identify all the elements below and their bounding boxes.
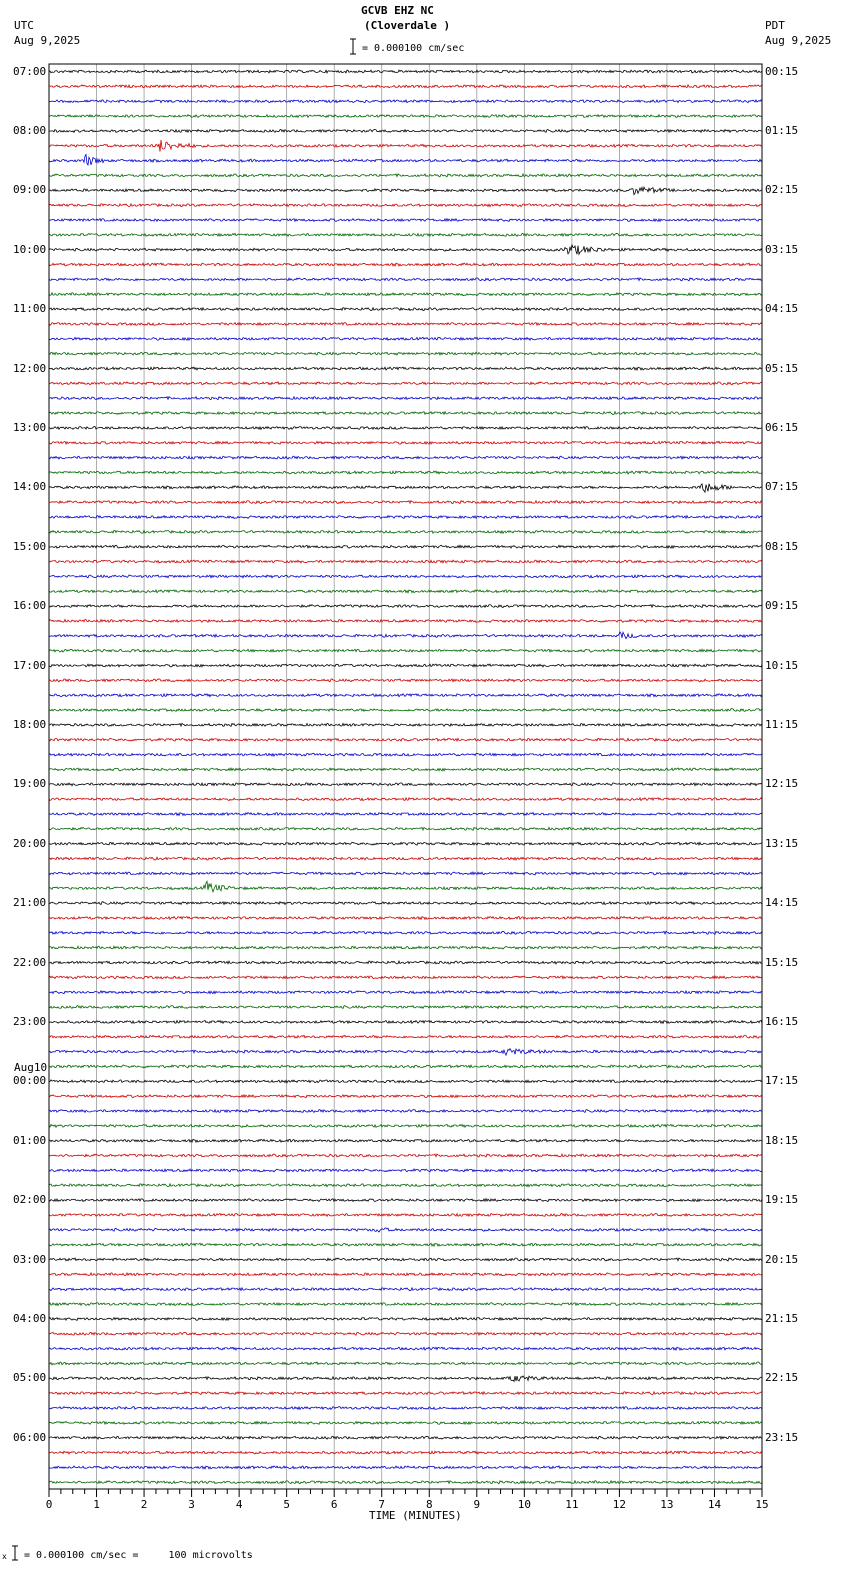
x-tick-label-11: 11 <box>565 1498 579 1511</box>
trace-line-94 <box>49 1466 762 1469</box>
x-tick-label-3: 3 <box>188 1498 195 1511</box>
left-hour-label: 06:00 <box>13 1430 47 1444</box>
footer-scale-note: = 0.000100 cm/sec = 100 microvolts <box>24 1550 253 1561</box>
trace-line-6 <box>49 155 762 165</box>
x-tick-label-1: 1 <box>93 1498 100 1511</box>
trace-line-75 <box>49 1184 762 1187</box>
trace-line-7 <box>49 174 762 177</box>
trace-line-47 <box>49 768 762 771</box>
trace-line-95 <box>49 1481 762 1484</box>
left-hour-label: 00:00 <box>13 1074 47 1088</box>
right-hour-label: 22:15 <box>765 1371 799 1385</box>
left-hour-label: 18:00 <box>13 717 47 731</box>
trace-line-28 <box>49 484 762 492</box>
left-hour-label: 09:00 <box>13 183 47 197</box>
trace-line-69 <box>49 1095 762 1098</box>
right-hour-label: 21:15 <box>765 1311 799 1325</box>
x-tick-label-14: 14 <box>707 1498 722 1511</box>
trace-line-25 <box>49 441 762 444</box>
x-axis-title: TIME (MINUTES) <box>369 1509 462 1522</box>
left-hour-label: 15:00 <box>13 539 47 553</box>
trace-line-49 <box>49 798 762 801</box>
trace-line-36 <box>49 605 762 608</box>
trace-line-87 <box>49 1362 762 1365</box>
trace-line-44 <box>49 723 762 726</box>
trace-line-88 <box>49 1376 762 1382</box>
trace-line-35 <box>49 590 762 593</box>
trace-line-81 <box>49 1273 762 1276</box>
trace-line-48 <box>49 783 762 786</box>
trace-line-17 <box>49 323 762 326</box>
trace-line-0 <box>49 70 762 73</box>
trace-line-59 <box>49 946 762 949</box>
trace-line-78 <box>49 1228 762 1232</box>
x-tick-label-7: 7 <box>378 1498 386 1511</box>
trace-line-9 <box>49 204 762 207</box>
trace-line-34 <box>49 575 762 578</box>
left-hour-label: 02:00 <box>13 1193 47 1207</box>
left-hour-label: 19:00 <box>13 777 47 791</box>
left-hour-label: 13:00 <box>13 420 47 434</box>
trace-line-55 <box>49 881 762 892</box>
left-hour-label: 16:00 <box>13 599 47 613</box>
date-change-label: Aug10 <box>14 1061 48 1074</box>
trace-line-20 <box>49 367 762 370</box>
x-tick-label-9: 9 <box>473 1498 481 1511</box>
trace-line-32 <box>49 545 762 548</box>
trace-line-39 <box>49 649 762 652</box>
x-tick-label-13: 13 <box>660 1498 674 1511</box>
trace-line-54 <box>49 872 762 875</box>
x-tick-label-4: 4 <box>235 1498 243 1511</box>
trace-line-4 <box>49 129 762 132</box>
footer-scale-bar-icon <box>10 1545 20 1563</box>
trace-line-5 <box>49 140 762 152</box>
right-hour-label: 23:15 <box>765 1430 799 1444</box>
left-hour-label: 03:00 <box>13 1252 47 1266</box>
right-hour-label: 19:15 <box>765 1193 799 1207</box>
trace-line-67 <box>49 1065 762 1068</box>
trace-line-58 <box>49 931 762 934</box>
right-hour-label: 16:15 <box>765 1014 799 1028</box>
trace-line-16 <box>49 308 762 311</box>
trace-line-68 <box>49 1080 762 1083</box>
trace-line-70 <box>49 1110 762 1113</box>
trace-line-42 <box>49 694 762 697</box>
trace-line-22 <box>49 397 762 400</box>
left-hour-label: 07:00 <box>13 64 47 78</box>
right-hour-label: 14:15 <box>765 896 799 910</box>
trace-line-57 <box>49 917 762 920</box>
trace-line-31 <box>49 530 762 533</box>
right-hour-label: 13:15 <box>765 836 799 850</box>
left-timezone: UTC <box>14 19 34 32</box>
trace-line-19 <box>49 352 762 355</box>
trace-line-50 <box>49 813 762 816</box>
left-hour-label: 12:00 <box>13 361 47 375</box>
x-tick-label-8: 8 <box>425 1498 433 1511</box>
left-hour-label: 23:00 <box>13 1014 47 1028</box>
trace-line-64 <box>49 1020 762 1023</box>
trace-line-45 <box>49 738 762 741</box>
trace-line-72 <box>49 1139 762 1142</box>
trace-line-41 <box>49 679 762 682</box>
trace-line-53 <box>49 857 762 860</box>
trace-line-92 <box>49 1436 762 1439</box>
right-hour-label: 18:15 <box>765 1133 799 1147</box>
x-axis <box>46 1489 769 1511</box>
trace-line-8 <box>49 187 762 194</box>
right-hour-label: 09:15 <box>765 599 799 613</box>
right-hour-label: 12:15 <box>765 777 799 791</box>
right-hour-label: 15:15 <box>765 955 799 969</box>
trace-line-73 <box>49 1154 762 1157</box>
scale-label: = 0.000100 cm/sec <box>362 43 465 54</box>
trace-line-11 <box>49 233 762 236</box>
trace-line-43 <box>49 709 762 712</box>
left-hour-label: 20:00 <box>13 836 47 850</box>
x-tick-label-10: 10 <box>517 1498 531 1511</box>
trace-line-66 <box>49 1049 762 1055</box>
station-title: GCVB EHZ NC <box>361 4 434 17</box>
trace-line-83 <box>49 1303 762 1306</box>
trace-line-10 <box>49 219 762 222</box>
trace-line-60 <box>49 961 762 964</box>
left-hour-label: 05:00 <box>13 1371 47 1385</box>
trace-line-1 <box>49 85 762 88</box>
trace-line-30 <box>49 516 762 519</box>
left-hour-label: 11:00 <box>13 302 47 316</box>
trace-line-63 <box>49 1006 762 1009</box>
right-hour-label: 17:15 <box>765 1074 799 1088</box>
trace-group <box>49 70 762 1484</box>
trace-line-51 <box>49 827 762 830</box>
trace-line-80 <box>49 1258 762 1261</box>
right-hour-label: 05:15 <box>765 361 799 375</box>
trace-line-21 <box>49 382 762 385</box>
left-hour-label: 08:00 <box>13 123 47 137</box>
trace-line-76 <box>49 1199 762 1202</box>
right-hour-label: 06:15 <box>765 420 799 434</box>
trace-line-52 <box>49 842 762 845</box>
trace-line-79 <box>49 1243 762 1246</box>
left-hour-label: 22:00 <box>13 955 47 969</box>
trace-line-89 <box>49 1392 762 1395</box>
trace-line-62 <box>49 991 762 994</box>
left-hour-label: 17:00 <box>13 658 47 672</box>
trace-line-26 <box>49 456 762 459</box>
right-hour-label: 11:15 <box>765 717 799 731</box>
trace-line-15 <box>49 293 762 296</box>
trace-line-27 <box>49 471 762 474</box>
trace-line-18 <box>49 337 762 340</box>
trace-line-13 <box>49 263 762 266</box>
right-hour-label: 20:15 <box>765 1252 799 1266</box>
trace-line-2 <box>49 100 762 103</box>
right-timezone: PDT <box>765 19 785 32</box>
trace-line-82 <box>49 1288 762 1291</box>
right-date: Aug 9,2025 <box>765 34 832 47</box>
trace-line-84 <box>49 1317 762 1320</box>
left-hour-label: 01:00 <box>13 1133 47 1147</box>
trace-line-46 <box>49 753 762 756</box>
trace-line-71 <box>49 1124 762 1127</box>
x-tick-label-15: 15 <box>755 1498 769 1511</box>
trace-line-29 <box>49 501 762 504</box>
trace-line-40 <box>49 664 762 667</box>
trace-line-12 <box>49 245 762 255</box>
trace-line-86 <box>49 1347 762 1350</box>
x-tick-label-0: 0 <box>45 1498 53 1511</box>
trace-line-23 <box>49 412 762 415</box>
left-hour-label: 14:00 <box>13 480 47 494</box>
x-tick-label-6: 6 <box>330 1498 338 1511</box>
trace-line-14 <box>49 278 762 281</box>
right-hour-label: 03:15 <box>765 242 799 256</box>
trace-line-91 <box>49 1421 762 1424</box>
trace-line-61 <box>49 976 762 979</box>
x-tick-label-2: 2 <box>140 1498 148 1511</box>
left-hour-label: 04:00 <box>13 1311 47 1325</box>
left-date: Aug 9,2025 <box>14 34 81 47</box>
footer-marker: x <box>2 1552 7 1561</box>
right-hour-label: 01:15 <box>765 123 799 137</box>
trace-line-74 <box>49 1169 762 1172</box>
left-hour-label: 10:00 <box>13 242 47 256</box>
trace-line-90 <box>49 1407 762 1410</box>
right-hour-label: 08:15 <box>765 539 799 553</box>
right-hour-label: 04:15 <box>765 302 799 316</box>
trace-line-24 <box>49 427 762 430</box>
right-hour-label: 02:15 <box>765 183 799 197</box>
trace-line-38 <box>49 632 762 639</box>
station-location: (Cloverdale ) <box>364 19 451 32</box>
trace-line-77 <box>49 1214 762 1217</box>
trace-line-37 <box>49 620 762 623</box>
right-hour-label: 07:15 <box>765 480 799 494</box>
trace-line-3 <box>49 115 762 118</box>
trace-line-65 <box>49 1035 762 1038</box>
trace-line-33 <box>49 560 762 563</box>
left-hour-label: 21:00 <box>13 896 47 910</box>
right-hour-label: 10:15 <box>765 658 799 672</box>
x-tick-label-5: 5 <box>283 1498 290 1511</box>
trace-line-93 <box>49 1451 762 1454</box>
right-hour-label: 00:15 <box>765 64 799 78</box>
trace-line-85 <box>49 1332 762 1335</box>
trace-line-56 <box>49 902 762 905</box>
x-tick-label-12: 12 <box>612 1498 627 1511</box>
